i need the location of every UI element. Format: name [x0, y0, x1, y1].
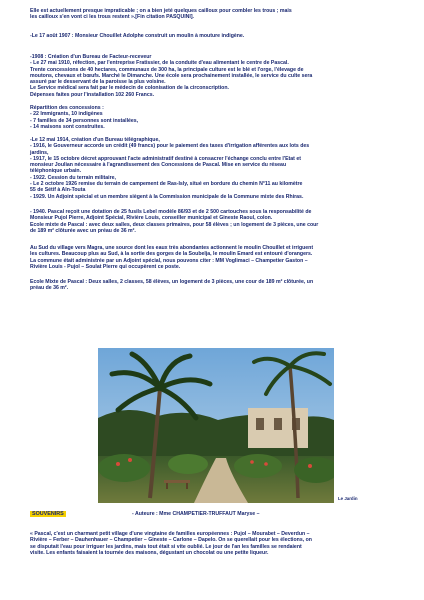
- text-line: - Le 2 octobre 1926 remise du terrain de campement de Ras-Isly, situé en bordure du chemin N°11 au kilomètre: [30, 181, 303, 188]
- text-line: La commune était administrée par un Adjoint spécial, nous pouvons citer : MM Voglimaci – Champetier Gaston –: [30, 257, 308, 264]
- text-line: - 1917, le 15 octobre décret approuvant l'acte administratif destiné à consacrer l'échange conclu entre l'Etat et: [30, 155, 301, 162]
- paragraph-ecole: [30, 279, 400, 292]
- text-line: Au Sud du village vers Magra, une source dont les eaux très abondantes actionnent le moulin Chouillet et irriguent: [30, 245, 314, 251]
- text-line: monsieur Joulian nécessaire à l'agrandissement des Concessions de Pascal. Mise en service du réseau: [30, 162, 287, 169]
- author-line: - Auteure : Mme CHAMPETIER-TRUFFAUT Maryse –: [132, 511, 260, 517]
- text-line: Trente concessions de 40 hectares, communaux de 300 ha, la principale culture est le blé et l'orge, l'élevage de: [30, 66, 304, 73]
- souvenirs-heading: SOUVENIRS: [32, 511, 64, 517]
- list-item: - 22 Immigrants, 10 indigènes: [30, 111, 103, 118]
- text-line: visite. Les enfants faisaient la tournée des maisons, dégustant un chocolat ou une petite liqueur.: [30, 549, 269, 556]
- text-line: les cailloux s'en vont ci les trous restent ».[Fin citation PASQUINI].: [30, 14, 195, 21]
- photo-caption: Le Jardin: [338, 496, 358, 501]
- text-line: les cultures. Beaucoup plus au Sud, à la sortie des gorges de la Soubelja, le moulin Emard est entouré d'orangers.: [30, 251, 313, 258]
- garden-photo: [98, 348, 334, 503]
- text-line: -Le 12 mai 1914, création d'un Bureau télégraphique,: [30, 137, 160, 143]
- text-line: préau de 36 m².: [30, 285, 69, 292]
- text-line: téléphonique urbain.: [30, 168, 82, 175]
- paragraph-sud: [30, 245, 400, 270]
- text-line: -1908 : Création d'un Bureau de Facteur-receveur: [30, 54, 152, 60]
- text-line: - 1929. Un Adjoint spécial et un membre siègent à la Commission municipale de la Commune mixte des Rhiras.: [30, 193, 304, 200]
- text-line: se disputait l'eau pour irriguer les jardins, mais tout était si vite oublié. Le jour de l'an les familles se rendaient: [30, 543, 302, 550]
- text-line: Répartition des concessions :: [30, 105, 104, 111]
- text-line: Elle est actuellement presque impraticable ; on a bien jeté quelques cailloux pour combler les trous ; mais: [30, 8, 292, 14]
- text-line: Rivière – Ferber – Dauhenhauer – Champetier – Gineste – Carlone – Dapelo. On se querellait pour les élections, on: [30, 537, 312, 544]
- text-line: Ecole mixte de Pascal : avec deux salles, deux classes primaires, pour 58 élèves ; un logement de 3 pièces, une cour: [30, 221, 319, 228]
- garden-photo-image: [98, 348, 334, 503]
- concessions-list: [30, 105, 400, 130]
- text-line: - Le 27 mai 1910, réfection, par l'entreprise Fratissier, de la conduite d'eau alimentant le centre de Pascal.: [30, 60, 289, 67]
- text-line: moutons, chevaux et bœufs. Marché le Dimanche. Une école sera prochainement installée, le service du culte sera: [30, 72, 313, 79]
- paragraph-1907: [30, 33, 400, 39]
- text-line: - 1922. Cession du terrain militaire,: [30, 174, 116, 181]
- text-line: Monsieur Pujol Pierre, Adjoint Spécial, Rivière Louis, conseiller municipal et Gineste Raoul, colon.: [30, 215, 273, 222]
- text-line: de 189 m² clôturée avec un préau de 36 m².: [30, 227, 136, 234]
- text-line: 55 de Sétif à Aïn-Touta: [30, 187, 86, 194]
- paragraph-1914: [30, 137, 400, 200]
- text-line: Le Service médical sera fait par le médecin de colonisation de la circonscription.: [30, 85, 229, 92]
- list-item: - 7 familles de 34 personnes sont installées,: [30, 117, 139, 124]
- paragraph-1908: [30, 54, 400, 98]
- text-line: -Le 17 août 1907 : Monsieur Chouillet Adolphe construit un moulin à mouture indigène.: [30, 33, 245, 39]
- intro-paragraph: [30, 8, 400, 21]
- list-item: - 14 maisons sont construites.: [30, 123, 105, 130]
- text-line: assuré par le desservant de la paroisse la plus voisine.: [30, 79, 166, 86]
- souvenirs-paragraph: [30, 531, 400, 556]
- text-line: Dépenses faites pour l'installation 102 260 Francs.: [30, 91, 155, 98]
- text-line: - 1940. Pascal reçoit une dotation de 25 fusils Lebel modèle 86/93 et de 2 500 cartouches sous la responsabilité de: [30, 209, 312, 215]
- text-line: jardins,: [30, 149, 49, 156]
- text-line: Ecole Mixte de Pascal : Deux salles, 2 classes, 58 élèves, un logement de 3 pièces, une cour de 189 m² clôturée, un: [30, 279, 314, 285]
- text-line: Rivière Louis - Pujol – Soulat Pierre qui occupèrent ce poste.: [30, 263, 181, 270]
- text-line: - 1916, le Gouverneur accorde un crédit (49 francs) pour le paiement des taxes d'irrigation afférentes aux lots des: [30, 143, 310, 150]
- text-line: « Pascal, c'est un charmant petit village d'une vingtaine de familles européennes : Pujol – Mourabet – Deverdun –: [30, 531, 310, 537]
- paragraph-1940: [30, 209, 400, 234]
